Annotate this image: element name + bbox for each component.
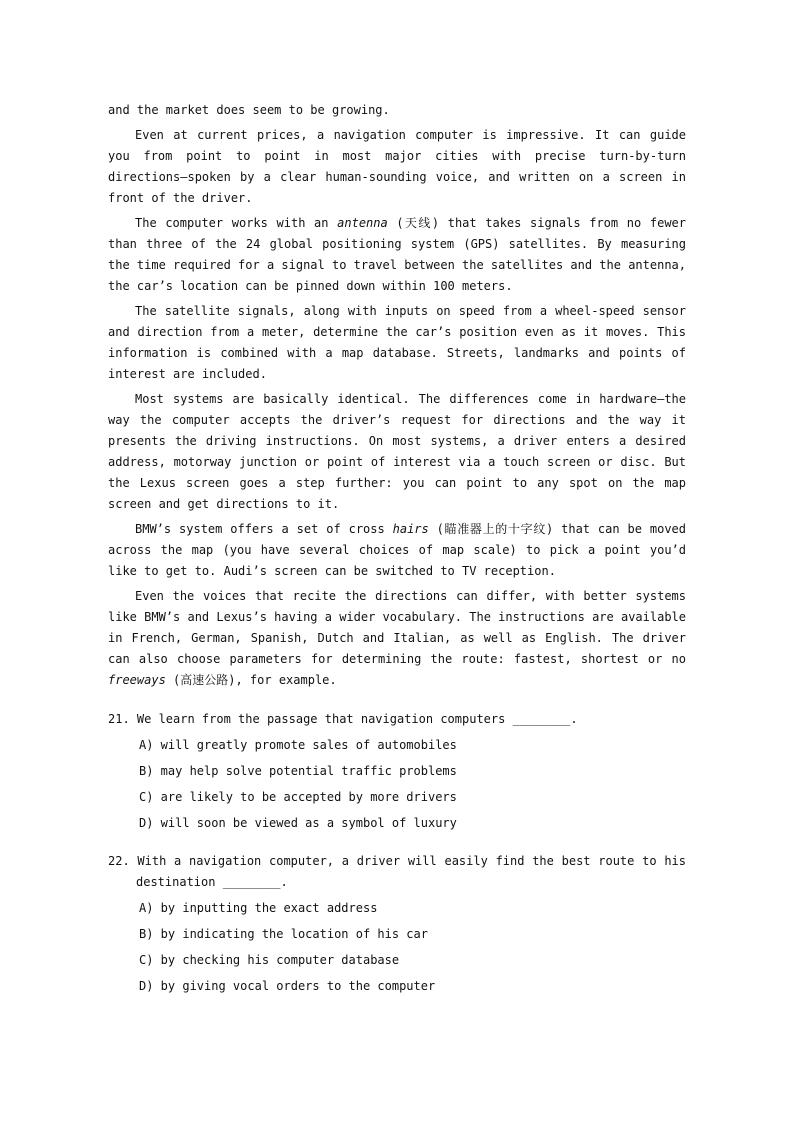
option-c: C) are likely to be accepted by more drivers xyxy=(139,790,457,804)
question-stem: 21. We learn from the passage that navigation computers ________. xyxy=(108,712,578,726)
paragraph-satellite-signals: The satellite signals, along with inputs on speed from a wheel-speed sensor and direction from a meter, determine the car’s position even as it moves. This information is combined with a map database. Streets, landmarks and points of interest are included. xyxy=(108,304,686,381)
option-b: B) may help solve potential traffic problems xyxy=(139,764,457,778)
question-stem: 22. With a navigation computer, a driver will easily find the best route to his destination ________. xyxy=(108,854,686,889)
question-22 xyxy=(108,851,686,997)
document-page xyxy=(108,100,686,997)
paragraph-voices: Even the voices that recite the directions can differ, with better systems like BMW’s and Lexus’s having a wider vocabulary. The instructions are available in French, German, Spanish, Dutch and Italian, as well as English. The driver can also choose parameters for determining the route: fastest, shortest or no freeways (高速公路), for example. xyxy=(108,589,686,687)
option-a: A) will greatly promote sales of automobiles xyxy=(139,738,457,752)
term-freeways: freeways xyxy=(108,673,166,687)
paragraph-continuation: and the market does seem to be growing. xyxy=(108,103,390,117)
paragraph-navigation-impressive: Even at current prices, a navigation computer is impressive. It can guide you from point to point in most major cities with precise turn-by-turn directions—spoken by a clear human-sounding voice, and written on a screen in front of the driver. xyxy=(108,128,686,205)
option-b: B) by indicating the location of his car xyxy=(139,927,428,941)
term-hairs: hairs xyxy=(392,522,429,536)
option-d: D) will soon be viewed as a symbol of luxury xyxy=(139,816,457,830)
paragraph-bmw-system: BMW’s system offers a set of cross hairs (瞄准器上的十字纹) that can be moved across the map (you have several choices of map scale) to pick a point you’d like to get to. Audi’s screen can be switched to TV reception. xyxy=(108,522,686,578)
option-c: C) by checking his computer database xyxy=(139,953,400,967)
option-a: A) by inputting the exact address xyxy=(139,901,378,915)
term-antenna: antenna xyxy=(337,216,388,230)
paragraph-systems-identical: Most systems are basically identical. The differences come in hardware—the way the computer accepts the driver’s request for directions and the way it presents the driving instructions. On most systems, a driver enters a desired address, motorway junction or point of interest via a touch screen or disc. But the Lexus screen goes a step further: you can point to any spot on the map screen and get directions to it. xyxy=(108,392,686,511)
paragraph-antenna-gps: The computer works with an antenna (天线) that takes signals from no fewer than three of the 24 global positioning system (GPS) satellites. By measuring the time required for a signal to travel between the satellites and the antenna, the car’s location can be pinned down within 100 meters. xyxy=(108,216,686,293)
question-21 xyxy=(108,709,686,834)
option-d: D) by giving vocal orders to the computer xyxy=(139,979,436,993)
